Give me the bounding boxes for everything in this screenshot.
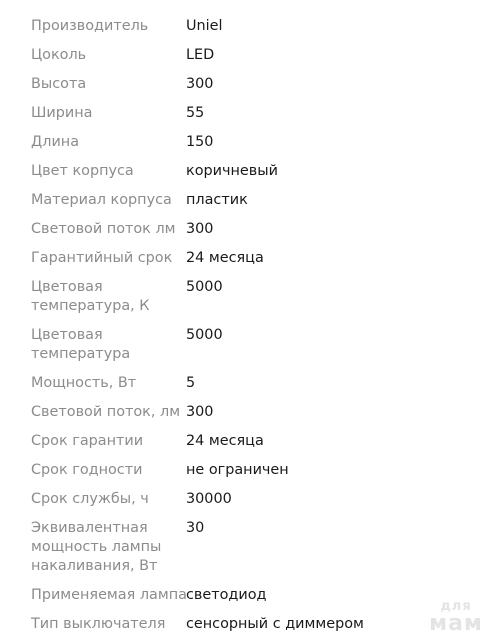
spec-value: 30 [186,520,205,536]
spec-label: Цвет корпуса [31,163,134,179]
spec-value: 24 месяца [186,250,264,266]
spec-row-length [31,133,491,152]
spec-label: Цветовая температура, К [31,279,150,314]
spec-label: Срок службы, ч [31,491,149,507]
spec-row-switch-type [31,611,491,636]
spec-row-color-temperature-k [31,278,491,316]
spec-value: Uniel [186,18,223,34]
spec-label: Срок годности [31,462,143,478]
spec-value: пластик [186,192,248,208]
spec-label: Эквивалентная мощность лампы накаливания, Вт [31,520,162,574]
site-watermark-logo [426,600,486,635]
spec-value: 5000 [186,327,223,343]
spec-value: 300 [186,404,214,420]
spec-label: Тип выключателя [31,616,166,632]
spec-value: не ограничен [186,462,289,478]
spec-row-warranty-period [31,249,491,268]
spec-row-manufacturer [31,17,491,36]
spec-row-body-material [31,191,491,210]
spec-row-service-life [31,490,491,509]
spec-row-color-temperature [31,326,491,364]
spec-row-power [31,374,491,393]
spec-value: 5000 [186,279,223,295]
watermark-bottom-text: мам [429,611,483,636]
spec-value: сенсорный с диммером [186,616,364,632]
spec-label: Цветовая температура [31,327,131,362]
spec-label: Световой поток, лм [31,404,181,420]
spec-row-height [31,75,491,94]
spec-label: Срок гарантии [31,433,144,449]
spec-value: коричневый [186,163,278,179]
spec-value: светодиод [186,587,267,603]
spec-value: 5 [186,375,196,391]
spec-label: Гарантийный срок [31,250,173,266]
spec-label: Производитель [31,18,149,34]
spec-value: 24 месяца [186,433,264,449]
spec-value: 150 [186,134,214,150]
spec-label: Ширина [31,105,93,121]
spec-label: Длина [31,134,80,150]
spec-value: 30000 [186,491,232,507]
spec-value: LED [186,47,215,63]
spec-row-shelf-life [31,461,491,480]
spec-label: Световой поток лм [31,221,176,237]
watermark-top-text: для [440,599,472,614]
spec-row-width [31,104,491,123]
spec-row-base [31,46,491,65]
spec-row-warranty [31,432,491,451]
spec-label: Материал корпуса [31,192,172,208]
spec-value: 300 [186,221,214,237]
spec-row-equivalent-power [31,519,491,576]
spec-label: Применяемая лампа [31,587,187,603]
spec-row-luminous-flux-lm [31,403,491,422]
spec-value: 300 [186,76,214,92]
spec-row-lamp-type [31,586,491,605]
spec-label: Высота [31,76,87,92]
spec-label: Цоколь [31,47,87,63]
specifications-table [31,8,491,634]
spec-row-luminous-flux [31,220,491,239]
spec-label: Мощность, Вт [31,375,137,391]
spec-value: 55 [186,105,205,121]
spec-row-body-color [31,162,491,181]
